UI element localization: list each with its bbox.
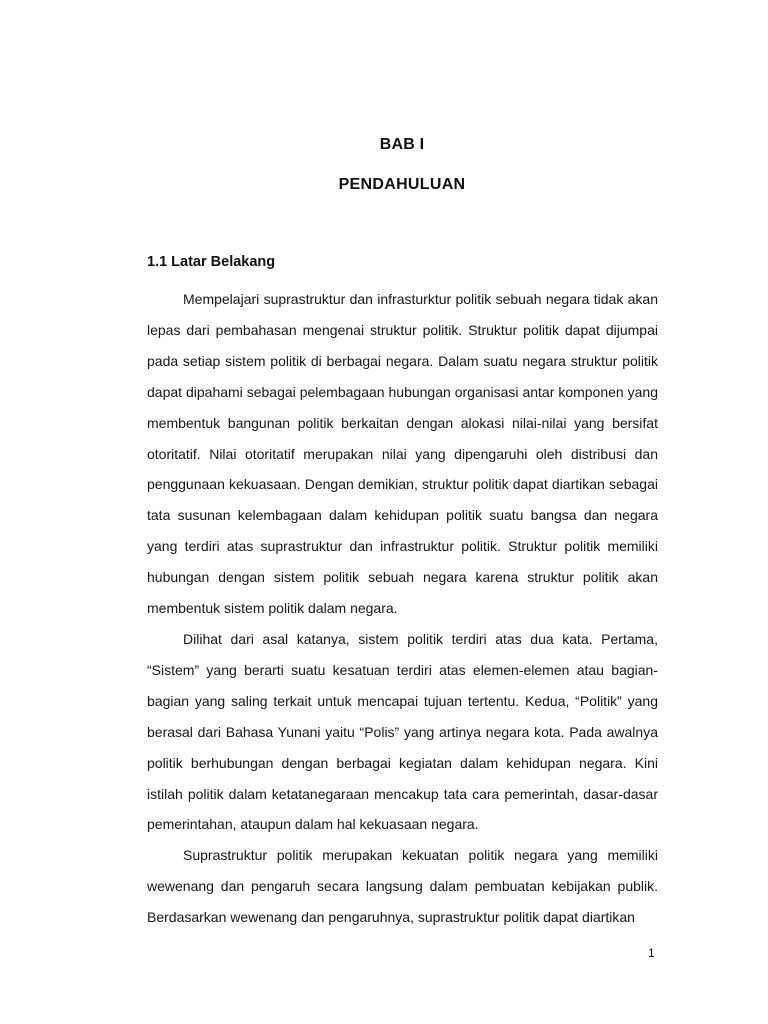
section-heading: 1.1 Latar Belakang [147, 254, 276, 270]
body-text [147, 284, 658, 933]
paragraph-3: Suprastruktur politik merupakan kekuatan politik negara yang memiliki wewenang dan pengaruh secara langsung dalam pembuatan kebijakan publik. Berdasarkan wewenang dan pengaruhnya, suprastruktur politik dapat diartikan [147, 847, 658, 926]
chapter-label: BAB I [379, 136, 425, 153]
paragraph-2: Dilihat dari asal katanya, sistem politik terdiri atas dua kata. Pertama, “Sistem” yang berarti suatu kesatuan terdiri atas elemen-elemen atau bagian-bagian yang saling terkait untuk mencapai tujuan tertentu. Kedua, “Politik” yang berasal dari Bahasa Yunani yaitu “Polis” yang artinya negara kota. Pada awalnya politik berhubungan dengan berbagai kegiatan dalam kehidupan negara. Kini istilah politik dalam ketatanegaraan mencakup tata cara pemerintah, dasar-dasar pemerintahan, ataupun dalam hal kekuasaan negara. [147, 630, 658, 833]
chapter-title: PENDAHULUAN [338, 176, 466, 193]
page-number: 1 [648, 946, 655, 960]
paragraph-1: Mempelajari suprastruktur dan infrasturktur politik sebuah negara tidak akan lepas dari pembahasan mengenai struktur politik. Struktur politik dapat dijumpai pada setiap sistem politik di berbagai negara. Dalam suatu negara struktur politik dapat dipahami sebagai pelembagaan hubungan organisasi antar komponen yang membentuk bangunan politik berkaitan dengan alokasi nilai-nilai yang bersifat otoritatif. Nilai otoritatif merupakan nilai yang dipengaruhi oleh distribusi dan penggunaan kekuasaan. Dengan demikian, struktur politik dapat diartikan sebagai tata susunan kelembagaan dalam kehidupan politik suatu bangsa dan negara yang terdiri atas suprastruktur dan infrastruktur politik. Struktur politik memiliki hubungan dengan sistem politik sebuah negara karena struktur politik akan membentuk sistem politik dalam negara. [147, 291, 658, 617]
